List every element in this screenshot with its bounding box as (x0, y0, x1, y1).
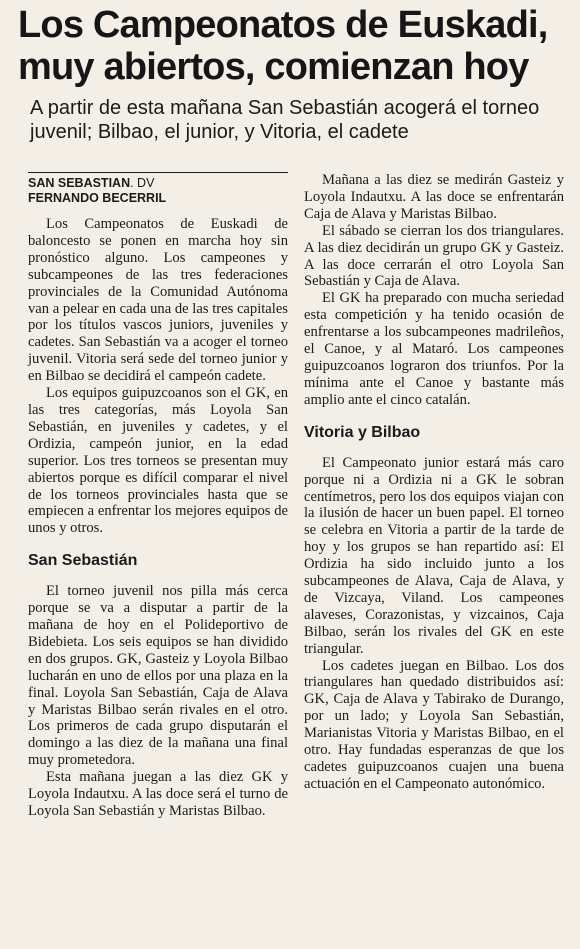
column-left (28, 172, 288, 939)
byline (28, 176, 288, 206)
byline-agency: . DV (130, 176, 155, 190)
headline: Los Campeonatos de Euskadi, muy abiertos, comienzan hoy (18, 4, 548, 88)
paragraph: El sábado se cierran los dos triangulares. A las diez decidirán un grupo GK y Gasteiz. A las doce cerrarán el otro Loyola San Sebastián y Caja de Alava. (304, 222, 564, 290)
section-heading-vitoria-bilbao: Vitoria y Bilbao (304, 423, 421, 441)
paragraph: Los equipos guipuzcoanos son el GK, en las tres categorías, más Loyola San Sebastián, en juveniles y cadetes, y el Ordizia, campeón junior, en la edad superior. Los tres torneos se presentan muy abiertos porque es difícil comparar el nivel de los torneos provinciales hasta que se empiecen a enfrentar los mejores equipos de unos y otros. (28, 385, 288, 537)
paragraph: Mañana a las diez se medirán Gasteiz y Loyola Indautxu. A las doce se enfrentarán Caja de Alava y Maristas Bilbao. (304, 172, 564, 222)
article-columns (28, 172, 566, 939)
section-heading-san-sebastian: San Sebastián (28, 552, 138, 570)
paragraph: Los cadetes juegan en Bilbao. Los dos triangulares han quedado distribuidos así: GK, Caja de Alava y Tabirako de Durango, por un lado; y Loyola San Sebastián, Marianistas Vitoria y Maristas Bilbao, en el otro. Hay fundadas esperanzas de que los cadetes guipuzcoanos cuajen una buena actuación en el Campeonato autonómico. (304, 657, 564, 792)
byline-location: SAN SEBASTIAN (28, 176, 131, 190)
subheadline: A partir de esta mañana San Sebastián acogerá el torneo juvenil; Bilbao, el junior, y Vitoria, el cadete (30, 97, 540, 143)
paragraph: El GK ha preparado con mucha seriedad esta competición y ha tenido ocasión de enfrentarse a los subcampeones madrileños, el Canoe, y al Mataró. Los campeones guipuzcoanos lograron dos triunfos. Por la mínima ante el Canoe y bastante más amplio ante el cinco catalán. (304, 290, 564, 408)
paragraph: El torneo juvenil nos pilla más cerca porque se va a disputar a partir de la mañana de hoy en el Polideportivo de Bidebieta. Los seis equipos se han dividido en dos grupos. GK, Gasteiz y Loyola Bilbao lucharán en uno de ellos por una plaza en la final. Loyola San Sebastián, Caja de Alava y Maristas Bilbao serán rivales en el otro. Los primeros de cada grupo disputarán el domingo a las diez de la mañana una final muy prometedora. (28, 583, 288, 769)
paragraph: Los Campeonatos de Euskadi de baloncesto se ponen en marcha hoy sin pronóstico alguno. Los campeones y subcampeones de las tres federaciones provinciales de la Comunidad Autónoma van a pelear en cada una de las tres capitales por los títulos vascos juniors, juveniles y cadetes. San Sebastián va a acoger el torneo juvenil. Vitoria será sede del torneo junior y en Bilbao se decidirá el campeón cadete. (28, 216, 288, 385)
byline-divider (28, 172, 288, 173)
paragraph: El Campeonato junior estará más caro porque ni a Ordizia ni a GK le sobran centímetros, pero los dos equipos viajan con la ilusión de hacer un buen papel. El torneo se celebra en Vitoria a partir de la tarde de hoy y los grupos se han repartido así: El Ordizia ha sido incluido junto a los subcampeones de Alava, Caja de Alava, y de Vizcaya, Viland. Los campeones alaveses, Corazonistas, y vizcainos, Caja Bilbao, serán los rivales del GK en este triangular. (304, 454, 564, 657)
byline-author: FERNANDO BECERRIL (28, 191, 167, 205)
paragraph: Esta mañana juegan a las diez GK y Loyola Indautxu. A las doce será el turno de Loyola San Sebastián y Maristas Bilbao. (28, 769, 288, 819)
column-right (304, 172, 564, 939)
